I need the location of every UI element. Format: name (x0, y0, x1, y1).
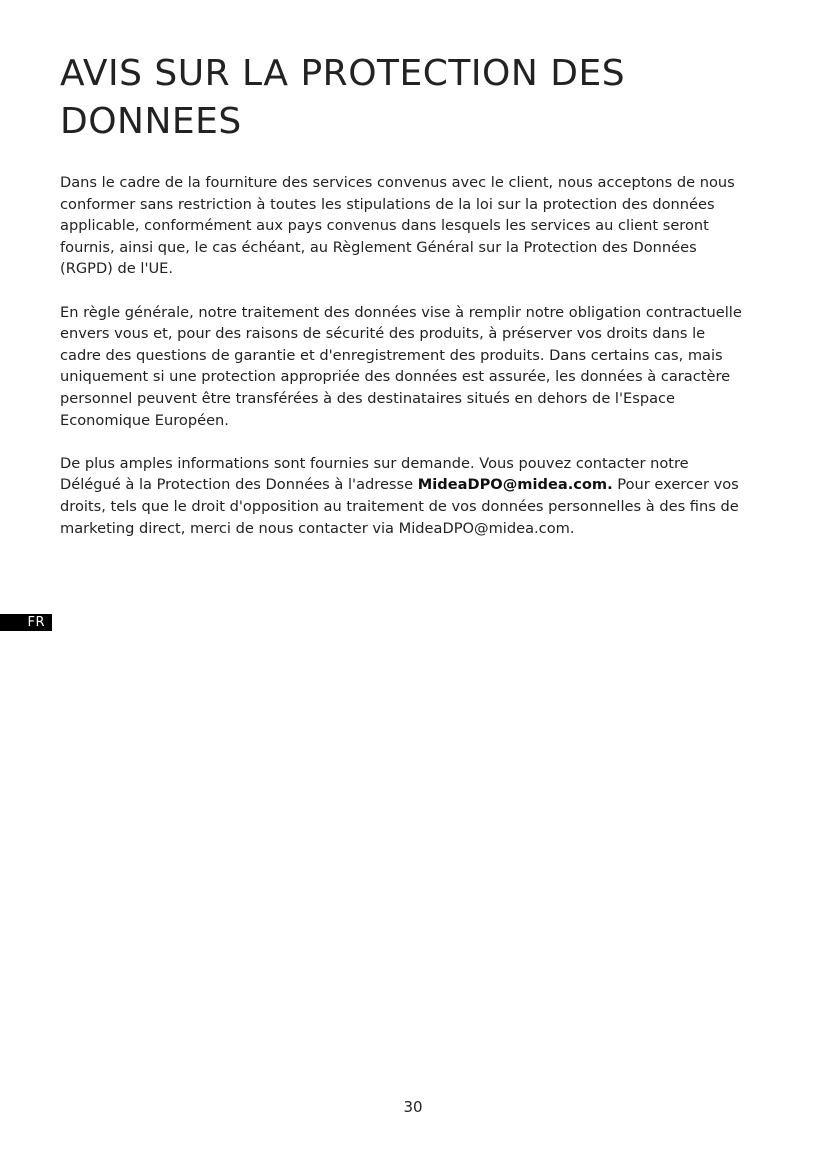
page-number: 30 (403, 1098, 423, 1116)
language-tab: FR (0, 614, 52, 631)
contact-text-after: Pour exercer vos droits, tels que le droit d'opposition au traitement de vos données personnelles à des fins de marketing direct, merci de nous contacter via MideaDPO@midea.com. (60, 476, 739, 537)
notice-body (60, 172, 750, 561)
paragraph-data-processing: En règle générale, notre traitement des données vise à remplir notre obligation contractuelle envers vous et, pour des raisons de sécurité des produits, à préserver vos droits dans le cadre des questions de garantie et d'enregistrement des produits. Dans certains cas, mais uniquement si une protection appropriée des données est assurée, les données à caractère personnel peuvent être transférées à des destinataires situés en dehors de l'Espace Economique Européen. (60, 303, 742, 429)
contact-text-before: De plus amples informations sont fournies sur demande. Vous pouvez contacter notre Délégué à la Protection des Données à l'adresse (60, 454, 689, 494)
paragraph-gdpr-compliance: Dans le cadre de la fourniture des services convenus avec le client, nous acceptons de nous conformer sans restriction à toutes les stipulations de la loi sur la protection des données applicable, conformément aux pays convenus dans lesquels les services au client seront fournis, ainsi que, le cas échéant, au Règlement Général sur la Protection des Données (RGPD) de l'UE. (60, 174, 735, 278)
page-title: AVIS SUR LA PROTECTION DES DONNEES (60, 53, 626, 142)
dpo-email-bold: MideaDPO@midea.com. (417, 476, 613, 494)
paragraph-contact (60, 453, 750, 539)
